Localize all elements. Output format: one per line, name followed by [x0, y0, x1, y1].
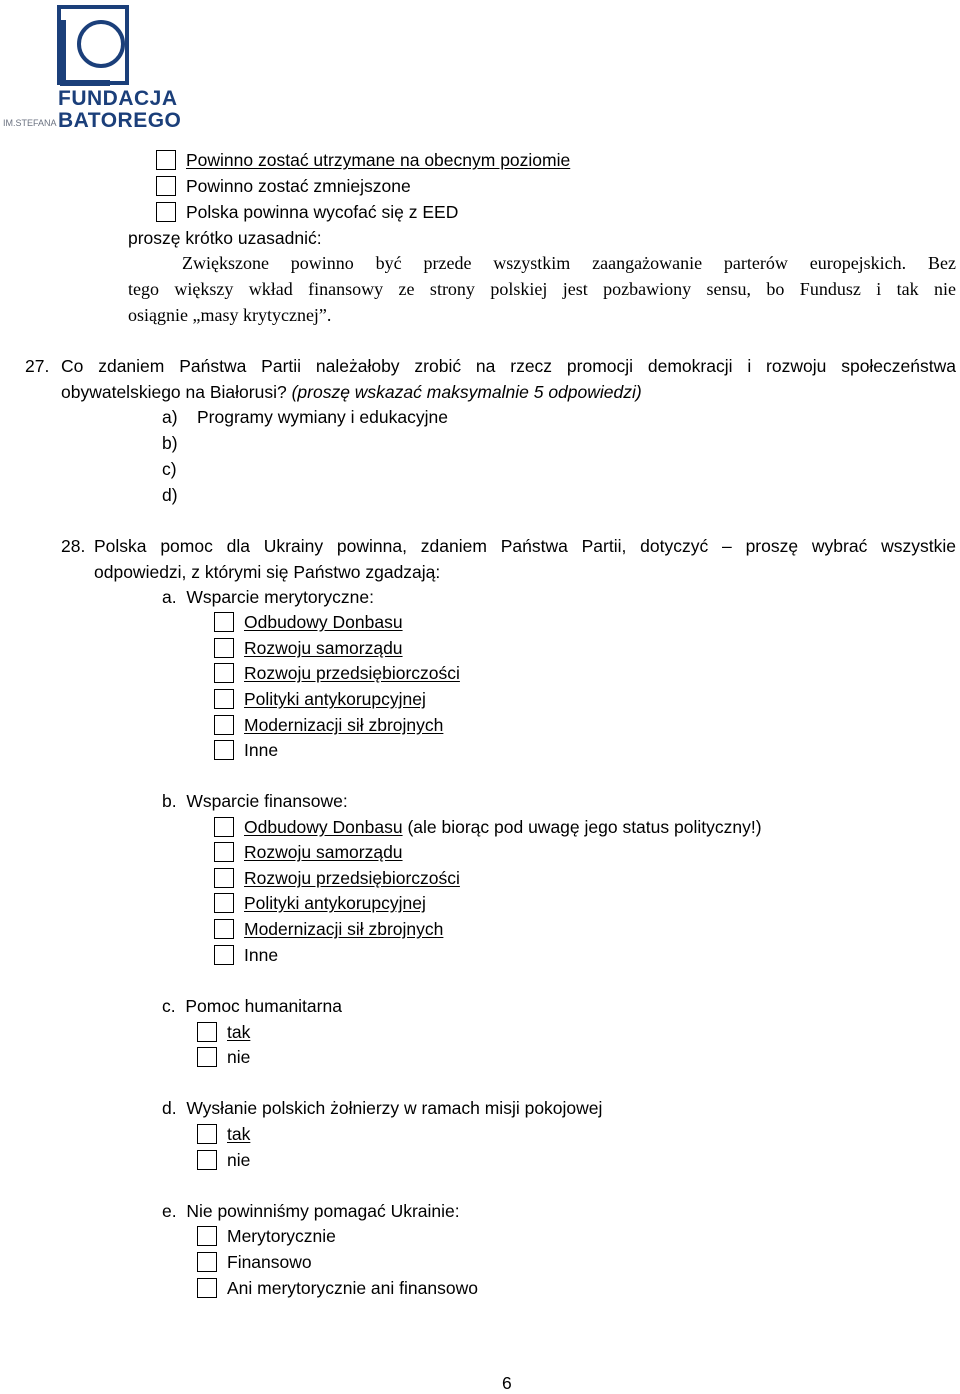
q26-option-label: Polska powinna wycofać się z EED [186, 202, 459, 222]
checkbox[interactable] [197, 1124, 217, 1144]
answer-line: tego większy wkład finansowy ze strony polskiej jest pozbawiony sensu, bo Fundusz i tak nie [128, 279, 956, 299]
q27-answer-letter: d) [162, 485, 178, 505]
option-label: Rozwoju przedsiębiorczości [244, 868, 460, 888]
option-label: Inne [244, 740, 279, 760]
checkbox[interactable] [214, 663, 234, 683]
option-label: Ani merytorycznie ani finansowo [227, 1278, 478, 1298]
checkbox[interactable] [197, 1252, 217, 1272]
q28-question-line1: Polska pomoc dla Ukrainy powinna, zdaniem Państwa Partii, dotyczyć – proszę wybrać wszystkie [94, 536, 956, 556]
checkbox[interactable] [156, 176, 176, 196]
q28-question-line2: odpowiedzi, z którymi się Państwo zgadzają: [94, 562, 441, 582]
q27-question-text: obywatelskiego na Białorusi? [61, 382, 287, 402]
option-label: Polityki antykorupcyjnej [244, 689, 426, 709]
q28-a-title: a. Wsparcie merytoryczne: [162, 587, 374, 607]
checkbox[interactable] [197, 1022, 217, 1042]
option-label: Merytorycznie [227, 1226, 336, 1246]
option-label: Polityki antykorupcyjnej [244, 893, 426, 913]
checkbox[interactable] [214, 689, 234, 709]
justify-prompt: proszę krótko uzasadnić: [128, 228, 322, 248]
q27-answer-letter: a) [162, 407, 178, 427]
q27-question-line1: Co zdaniem Państwa Partii należałoby zrobić na rzecz promocji demokracji i rozwoju społeczeństwa [61, 356, 956, 376]
checkbox[interactable] [197, 1150, 217, 1170]
foundation-logo [0, 0, 180, 135]
option-label: Odbudowy Donbasu [244, 612, 403, 632]
q26-option-label: Powinno zostać zmniejszone [186, 176, 411, 196]
checkbox[interactable] [214, 638, 234, 658]
option-label: Rozwoju samorządu [244, 638, 403, 658]
checkbox[interactable] [214, 842, 234, 862]
option-label: Modernizacji sił zbrojnych [244, 715, 444, 735]
option-label: Rozwoju przedsiębiorczości [244, 663, 460, 683]
option-label: Modernizacji sił zbrojnych [244, 919, 444, 939]
checkbox[interactable] [197, 1226, 217, 1246]
option-label: tak [227, 1124, 251, 1144]
q27-number: 27. [25, 356, 50, 376]
checkbox[interactable] [214, 740, 234, 760]
logo-line2: BATOREGO [58, 109, 182, 132]
option-label: nie [227, 1047, 251, 1067]
logo-line1: FUNDACJA [58, 87, 178, 110]
q27-question-line2 [61, 381, 642, 403]
answer-line: Zwiększone powinno być przede wszystkim zaangażowanie parterów europejskich. Bez [182, 253, 956, 273]
option-label-wrap [244, 816, 762, 838]
q27-answer-text: Programy wymiany i edukacyjne [197, 407, 448, 427]
checkbox[interactable] [214, 945, 234, 965]
checkbox[interactable] [214, 919, 234, 939]
q27-answer-letter: c) [162, 459, 177, 479]
option-label: tak [227, 1022, 251, 1042]
q27-note: (proszę wskazać maksymalnie 5 odpowiedzi) [291, 382, 642, 402]
q28-c-title: c. Pomoc humanitarna [162, 996, 342, 1016]
checkbox[interactable] [214, 715, 234, 735]
checkbox[interactable] [214, 893, 234, 913]
option-label: nie [227, 1150, 251, 1170]
checkbox[interactable] [214, 817, 234, 837]
checkbox[interactable] [214, 612, 234, 632]
answer-line: osiągnie „masy krytycznej”. [128, 305, 332, 325]
page-number: 6 [502, 1373, 512, 1393]
checkbox[interactable] [197, 1047, 217, 1067]
option-label: Inne [244, 945, 279, 965]
logo-prefix: IM.STEFANA [3, 118, 57, 128]
checkbox[interactable] [156, 202, 176, 222]
q28-d-title: d. Wysłanie polskich żołnierzy w ramach misji pokojowej [162, 1098, 603, 1118]
option-label: Odbudowy Donbasu [244, 817, 403, 837]
q28-b-title: b. Wsparcie finansowe: [162, 791, 348, 811]
option-label: Finansowo [227, 1252, 312, 1272]
q26-option-label: Powinno zostać utrzymane na obecnym poziomie [186, 150, 571, 170]
q28-e-title: e. Nie powinniśmy pomagać Ukrainie: [162, 1201, 460, 1221]
option-extra: (ale biorąc pod uwagę jego status polityczny!) [402, 817, 762, 837]
foundation-logo-mark [0, 0, 180, 92]
option-label: Rozwoju samorządu [244, 842, 403, 862]
checkbox[interactable] [214, 868, 234, 888]
checkbox[interactable] [156, 150, 176, 170]
q28-number: 28. [61, 536, 86, 556]
q27-answer-letter: b) [162, 433, 178, 453]
checkbox[interactable] [197, 1278, 217, 1298]
